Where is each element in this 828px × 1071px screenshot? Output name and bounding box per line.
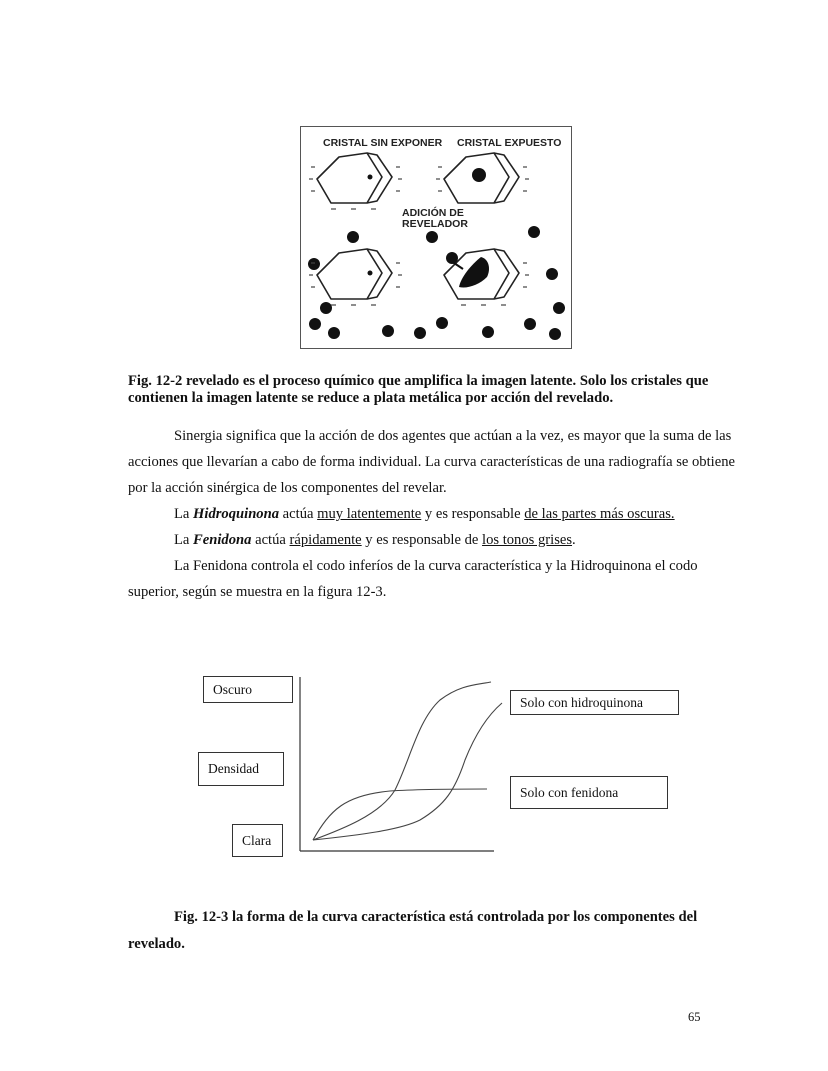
paragraph-phenidone [128, 527, 738, 553]
crystal-unexposed-top [317, 153, 392, 203]
label-developer-line2: REVELADOR [402, 218, 468, 230]
label-light: Clara [232, 824, 283, 857]
legend-phenidone: Solo con fenidona [510, 776, 668, 809]
text: actúa [279, 506, 318, 522]
crystal-development-illustration [301, 127, 573, 350]
curve-hydroquinone [313, 703, 502, 840]
paragraph-synergy: Sinergia significa que la acción de dos agentes que actúan a la vez, es mayor que la suma de las acciones que llevarían a cabo de forma individual. La curva características de una radiografía se obtiene por la acción sinérgica de los componentes del revelar. [128, 428, 735, 496]
text: y es responsable de [361, 532, 483, 548]
curve-phenidone [313, 789, 487, 840]
label-density: Densidad [198, 752, 284, 786]
underlined-phrase: de las partes más oscuras. [524, 506, 675, 522]
label-exposed-crystal: CRISTAL EXPUESTO [457, 137, 562, 149]
underlined-phrase: los tonos grises [482, 532, 573, 548]
figure-12-2-diagram [300, 126, 572, 349]
curve-combined [313, 682, 491, 840]
figure-12-3-caption: Fig. 12-3 la forma de la curva característica está controlada por los componentes del revelado. [128, 909, 698, 952]
text: La [174, 532, 194, 548]
crystal-unexposed-bottom [317, 249, 392, 299]
page-number: 65 [688, 1010, 701, 1024]
paragraph-curve-control: La Fenidona controla el codo inferíos de la curva característica y la Hidroquinona el codo superior, según se muestra en la figura 12-3. [128, 558, 698, 600]
underlined-phrase: muy latentemente [317, 506, 422, 522]
text: y es responsable [421, 506, 525, 522]
term-phenidone: Fenidona [193, 532, 252, 548]
figure-12-2-caption: Fig. 12-2 revelado es el proceso químico que amplifica la imagen latente. Solo los cristales que contienen la imagen latente se reduce a plata metálica por acción del revelado. [128, 373, 709, 406]
text: actúa [251, 532, 290, 548]
developer-molecules [308, 226, 565, 340]
paragraph-hydroquinone [128, 501, 738, 527]
label-dark: Oscuro [203, 676, 293, 703]
legend-hydroquinone: Solo con hidroquinona [510, 690, 679, 715]
underlined-phrase: rápidamente [289, 532, 362, 548]
label-developer-line1: ADICIÓN DE [402, 207, 464, 219]
label-unexposed-crystal: CRISTAL SIN EXPONER [323, 137, 443, 149]
text: . [572, 532, 576, 548]
text: La [174, 506, 194, 522]
term-hydroquinone: Hidroquinona [193, 506, 280, 522]
